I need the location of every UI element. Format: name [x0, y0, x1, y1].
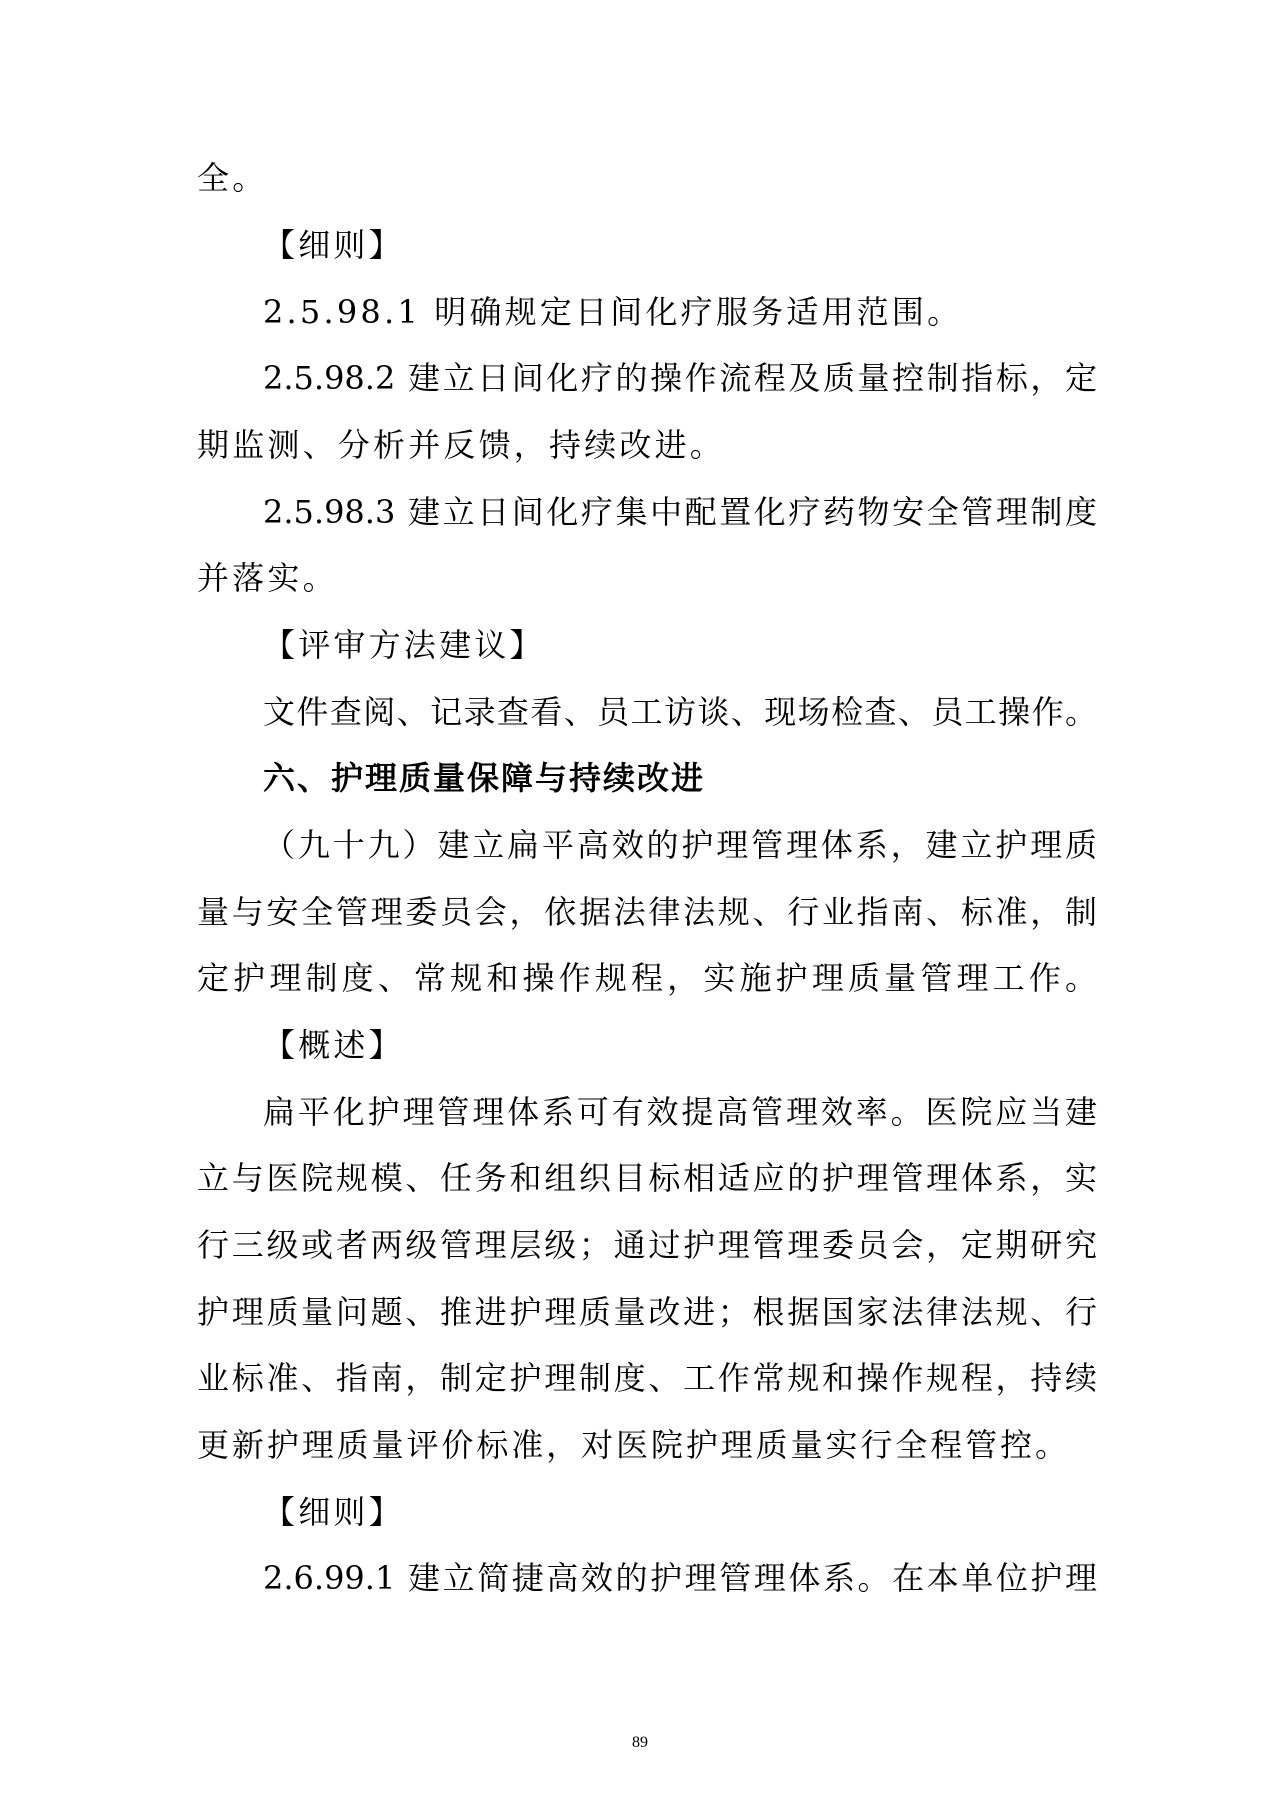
page-number: 89 [632, 1734, 648, 1751]
paragraph-line: 2.5.98.1 明确规定日间化疗服务适用范围。 [263, 293, 963, 331]
paragraph-line: 2.5.98.3 建立日间化疗集中配置化疗药物安全管理制度 [263, 493, 1097, 531]
paragraph-line: 更新护理质量评价标准，对医院护理质量实行全程管控。 [197, 1426, 1067, 1464]
paragraph-line: 全。 [197, 159, 268, 197]
section-heading-rules: 【细则】 [263, 1493, 404, 1531]
paragraph-line: 期监测、分析并反馈，持续改进。 [197, 426, 726, 464]
paragraph-line: 2.5.98.2 建立日间化疗的操作流程及质量控制指标，定 [263, 359, 1097, 397]
section-heading-rules: 【细则】 [263, 226, 404, 264]
paragraph-line: 定护理制度、常规和操作规程，实施护理质量管理工作。 [197, 959, 1097, 997]
paragraph-line: 立与医院规模、任务和组织目标相适应的护理管理体系，实 [197, 1159, 1097, 1197]
paragraph-line: 量与安全管理委员会，依据法律法规、行业指南、标准，制 [197, 893, 1097, 931]
paragraph-line: 文件查阅、记录查看、员工访谈、现场检查、员工操作。 [263, 693, 1097, 731]
paragraph-line: 业标准、指南，制定护理制度、工作常规和操作规程，持续 [197, 1359, 1097, 1397]
paragraph-line: 2.6.99.1 建立简捷高效的护理管理体系。在本单位护理 [263, 1559, 1097, 1597]
paragraph-line: 护理质量问题、推进护理质量改进；根据国家法律法规、行 [197, 1293, 1097, 1331]
paragraph-line: 行三级或者两级管理层级；通过护理管理委员会，定期研究 [197, 1226, 1097, 1264]
paragraph-line: （九十九）建立扁平高效的护理管理体系，建立护理质 [263, 826, 1097, 864]
paragraph-line: 扁平化护理管理体系可有效提高管理效率。医院应当建 [263, 1093, 1097, 1131]
paragraph-line: 并落实。 [197, 559, 338, 597]
section-heading-overview: 【概述】 [263, 1026, 404, 1064]
chapter-heading: 六、护理质量保障与持续改进 [263, 759, 706, 797]
section-heading-review-methods: 【评审方法建议】 [263, 626, 545, 664]
